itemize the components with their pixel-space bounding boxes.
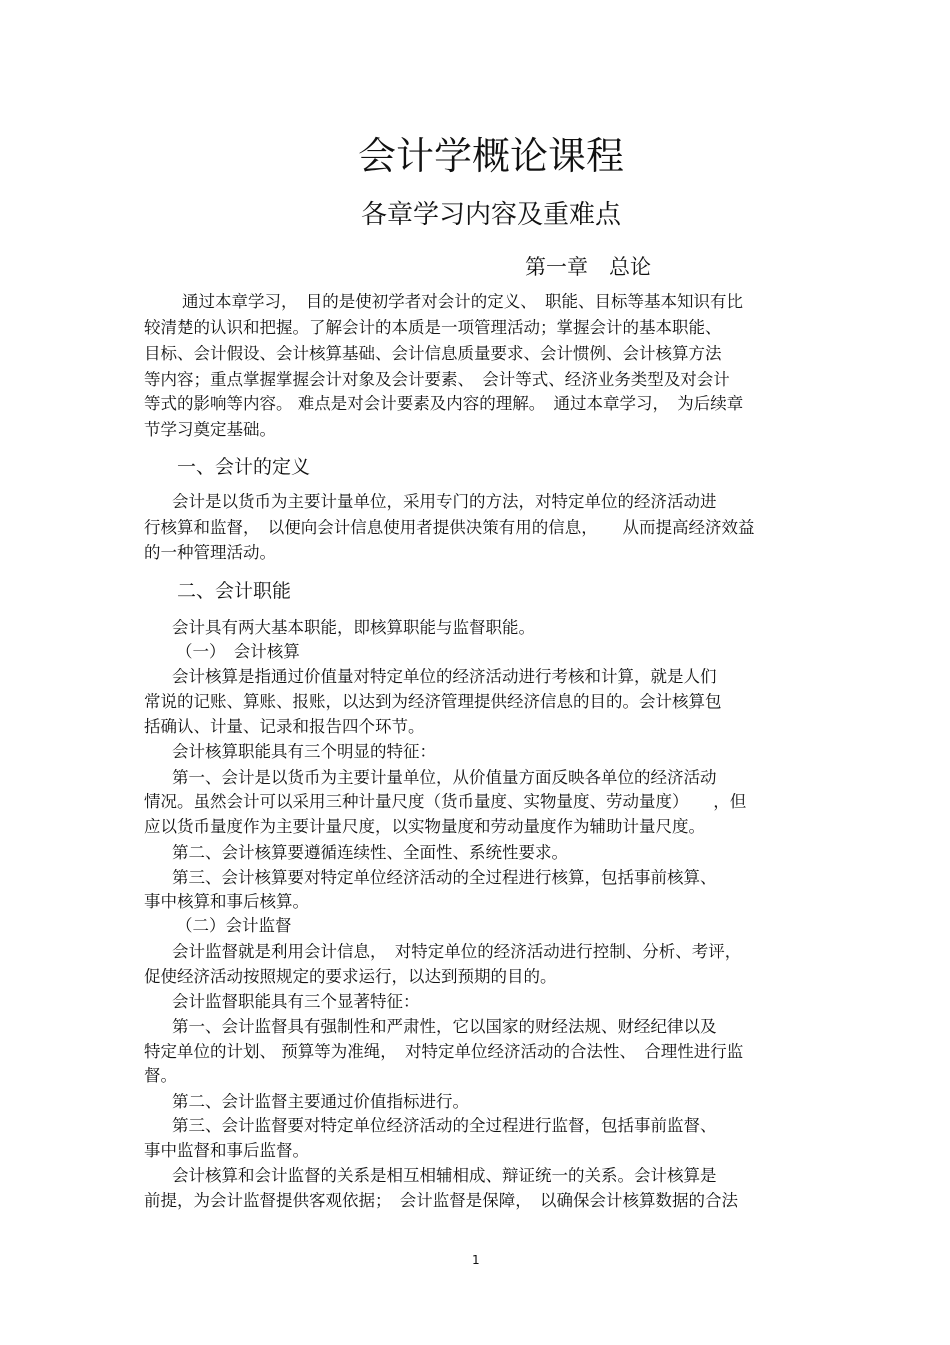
- text-line: 的一种管理活动。: [144, 543, 276, 562]
- text-line: 前提，为会计监督提供客观依据； 会计监督是保障， 以确保会计核算数据的合法: [144, 1191, 738, 1210]
- section-heading-functions: 二、会计职能: [177, 580, 292, 602]
- text-line: 督。: [144, 1066, 177, 1085]
- text-line: 会计监督就是利用会计信息， 对特定单位的经济活动进行控制、分析、考评，: [172, 942, 742, 961]
- text-line: 第一、会计监督具有强制性和严肃性，它以国家的财经法规、财经纪律以及: [172, 1017, 717, 1036]
- text-line: 会计核算是指通过价值量对特定单位的经济活动进行考核和计算，就是人们: [172, 667, 717, 686]
- subsection-heading: （二）会计监督: [176, 916, 292, 935]
- text-line: 等内容；重点掌握掌握会计对象及会计要素、 会计等式、经济业务类型及对会计: [144, 370, 730, 389]
- chapter-heading: 第一章 总论: [525, 255, 651, 279]
- text-line: 会计监督职能具有三个显著特征：: [172, 992, 420, 1011]
- document-subtitle: 各章学习内容及重难点: [361, 200, 622, 230]
- text-line: 事中监督和事后监督。: [144, 1141, 309, 1160]
- text-line: 通过本章学习， 目的是使初学者对会计的定义、 职能、目标等基本知识有比: [182, 292, 743, 311]
- text-line: 第一、会计是以货币为主要计量单位，从价值量方面反映各单位的经济活动: [172, 768, 717, 787]
- text-line: 应以货币量度作为主要计量尺度，以实物量度和劳动量度作为辅助计量尺度。: [144, 817, 705, 836]
- subsection-heading: （一） 会计核算: [176, 642, 300, 661]
- text-line: 第二、会计监督主要通过价值指标进行。: [172, 1092, 469, 1111]
- text-line: 情况。虽然会计可以采用三种计量尺度（货币量度、实物量度、劳动量度） ，但: [144, 792, 747, 811]
- text-line: 会计具有两大基本职能，即核算职能与监督职能。: [172, 618, 535, 637]
- text-line: 会计核算职能具有三个明显的特征：: [172, 742, 436, 761]
- page-number: 1: [472, 1253, 480, 1267]
- text-line: 促使经济活动按照规定的要求运行，以达到预期的目的。: [144, 967, 557, 986]
- text-line: 特定单位的计划、 预算等为准绳， 对特定单位经济活动的合法性、 合理性进行监: [144, 1042, 744, 1061]
- text-line: 会计核算和会计监督的关系是相互相辅相成、辩证统一的关系。会计核算是: [172, 1166, 717, 1185]
- text-line: 第二、会计核算要遵循连续性、全面性、系统性要求。: [172, 843, 568, 862]
- text-line: 事中核算和事后核算。: [144, 892, 309, 911]
- text-line: 节学习奠定基础。: [144, 420, 276, 439]
- text-line: 括确认、计量、记录和报告四个环节。: [144, 717, 425, 736]
- document-title: 会计学概论课程: [358, 134, 625, 178]
- section-heading-definition: 一、会计的定义: [177, 456, 311, 478]
- text-line: 会计是以货币为主要计量单位，采用专门的方法，对特定单位的经济活动进: [172, 492, 717, 511]
- text-line: 第三、会计监督要对特定单位经济活动的全过程进行监督，包括事前监督、: [172, 1116, 717, 1135]
- text-line: 较清楚的认识和把握。了解会计的本质是一项管理活动；掌握会计的基本职能、: [144, 318, 722, 337]
- text-line: 目标、会计假设、会计核算基础、会计信息质量要求、会计惯例、会计核算方法: [144, 344, 722, 363]
- text-line: 行核算和监督， 以便向会计信息使用者提供决策有用的信息， 从而提高经济效益: [144, 518, 755, 537]
- text-line: 第三、会计核算要对特定单位经济活动的全过程进行核算，包括事前核算、: [172, 868, 717, 887]
- text-line: 常说的记账、算账、报账，以达到为经济管理提供经济信息的目的。会计核算包: [144, 692, 722, 711]
- text-line: 等式的影响等内容。 难点是对会计要素及内容的理解。 通过本章学习， 为后续章: [144, 394, 744, 413]
